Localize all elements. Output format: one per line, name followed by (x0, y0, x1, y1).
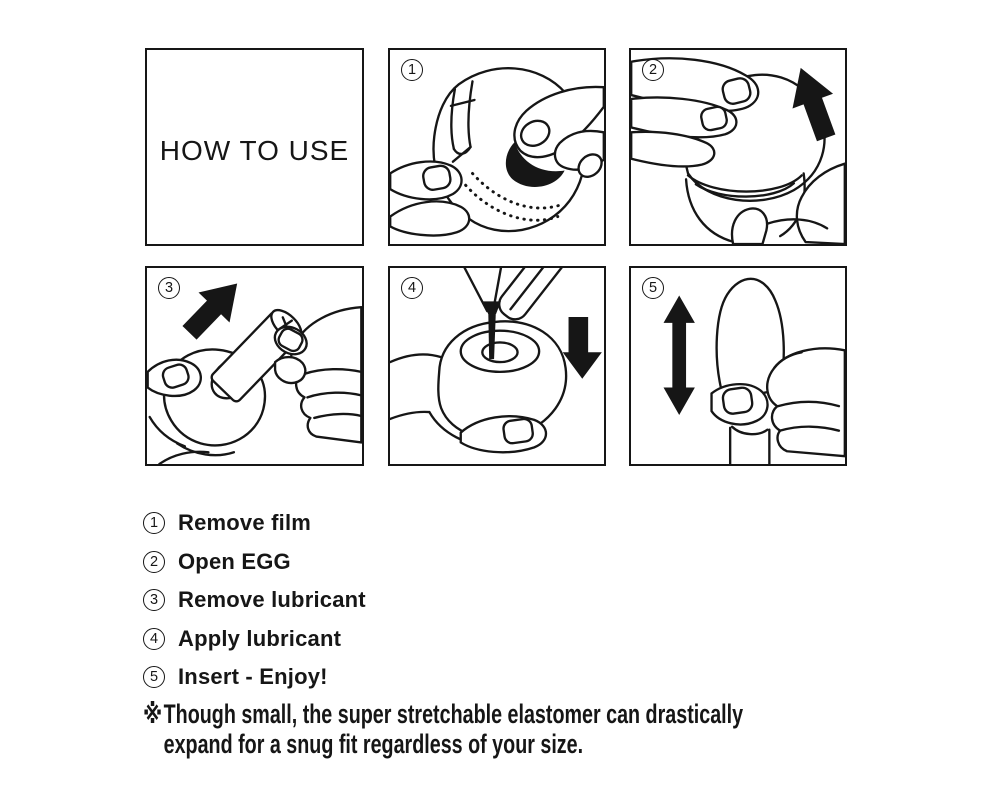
step-2-label: Open EGG (178, 548, 291, 574)
step-3-number-badge: 3 (158, 277, 180, 299)
panel-step-2 (629, 48, 847, 246)
step-list-item-5 (143, 658, 366, 697)
step-3-list-badge: 3 (143, 589, 165, 611)
footnote-line-2: expand for a snug fit regardless of your size. (163, 728, 584, 759)
reference-mark: ※ (143, 699, 163, 729)
apply-lubricant-illustration (390, 268, 604, 464)
panel-step-3 (145, 266, 364, 466)
panel-step-4 (388, 266, 606, 466)
footnote-text (164, 700, 743, 759)
panel-step-5 (629, 266, 847, 466)
step-4-number-badge: 4 (401, 277, 423, 299)
page-title: HOW TO USE (159, 135, 350, 166)
footnote (143, 700, 743, 759)
step-list-item-2 (143, 543, 366, 582)
step-2-list-badge: 2 (143, 551, 165, 573)
arrow-up-right-icon (174, 269, 253, 348)
insert-enjoy-illustration (631, 268, 845, 464)
remove-lubricant-illustration (147, 268, 362, 464)
step-list-item-1 (143, 504, 366, 543)
footnote-line-1: Though small, the super stretchable elastomer can drastically (163, 699, 744, 729)
step-1-number-badge: 1 (401, 59, 423, 81)
step-list-item-3 (143, 581, 366, 620)
step-3-label: Remove lubricant (178, 587, 366, 613)
arrow-down-icon (563, 317, 602, 379)
step-4-label: Apply lubricant (178, 625, 342, 651)
step-5-label: Insert - Enjoy! (178, 664, 328, 690)
panel-step-1 (388, 48, 606, 246)
step-4-list-badge: 4 (143, 628, 165, 650)
step-1-label: Remove film (178, 510, 312, 536)
step-list (143, 504, 366, 697)
open-egg-illustration (631, 50, 845, 244)
arrow-up-down-icon (664, 295, 695, 415)
remove-film-illustration (390, 50, 604, 244)
step-5-number-badge: 5 (642, 277, 664, 299)
step-list-item-4 (143, 620, 366, 659)
panel-title (145, 48, 364, 246)
step-1-list-badge: 1 (143, 512, 165, 534)
step-2-number-badge: 2 (642, 59, 664, 81)
step-5-list-badge: 5 (143, 666, 165, 688)
